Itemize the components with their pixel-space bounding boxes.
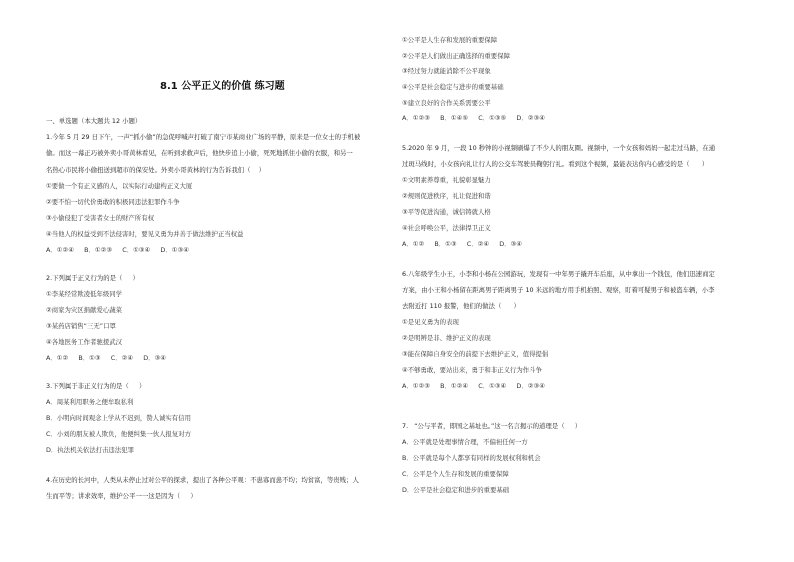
section-header: 一、单选题（本大题共 12 小题） — [46, 117, 142, 125]
right-column — [402, 0, 750, 494]
q7-option-b: B．公平就是每个人都享有同样的发展权利和机会 — [402, 454, 541, 462]
q5-option-2: ②规则促进秩序，礼让促进和谐 — [402, 192, 491, 200]
q4-option-5: ⑤建立良好的合作关系需要公平 — [402, 99, 491, 107]
q2-option-4: ④各地医务工作者驰援武汉 — [46, 338, 123, 346]
q7-stem: 7. “公与平者，即国之基址也。”这一名言揭示的道理是（ ） — [402, 422, 582, 430]
q4-answers: A．①②③ B．①④⑤ C．①③⑤ D．②③④ — [402, 114, 545, 122]
q5-option-3: ③平等促进沟通，诚信铸就人格 — [402, 208, 491, 216]
q4-line-2: 生而平等；讲求效率，维护公平一一这是因为（ ） — [46, 492, 197, 500]
q2-option-2: ②商家为灾区捐献爱心蔬菜 — [46, 306, 123, 314]
q1-option-2: ②要不怕一切代价勇敢的积极同违法犯罪作斗争 — [46, 198, 180, 206]
q4-line-1: 4.在历史的长河中，人类从未停止过对公平的探求，提出了各种公平观：不患寡而患不均；均贫富，等贵贱；人 — [46, 476, 359, 484]
q5-option-4: ④社会呼唤公平，法律捍卫正义 — [402, 224, 491, 232]
q1-line-3: 名热心市民将小偷扭送到超市的保安处。外卖小哥黄林的行为告诉我们（ ） — [46, 166, 266, 174]
q1-option-3: ③小偷侵犯了受害者女士的财产所有权 — [46, 214, 154, 222]
q6-answers: A．①②③ B．①②④ C．①③④ D．②③④ — [402, 382, 545, 390]
q3-stem: 3.下列属于非正义行为的是（ ） — [46, 382, 146, 390]
q2-option-3: ③某药店销售“三无”口罩 — [46, 322, 116, 330]
q4-option-1: ①公平是人生存和发展的重要保障 — [402, 36, 498, 44]
q7-option-c: C．公平是个人生存和发展的重要保障 — [402, 470, 509, 478]
q2-option-1: ①李某经常欺凌低年级同学 — [46, 290, 123, 298]
q3-option-d: D．执法机关依法打击违法犯罪 — [46, 446, 134, 454]
q6-option-4: ④不够勇敢，要站出来，勇于和非正义行为作斗争 — [402, 366, 542, 374]
q4-option-3: ③经过努力就能消除不公平现象 — [402, 67, 491, 75]
page-title: 8.1 公平正义的价值 练习题 — [160, 81, 285, 92]
q1-option-4: ④当他人的权益受到不法侵害时，要见义勇为并善于做法维护正当权益 — [46, 230, 244, 238]
q5-option-1: ①文明素养尊重，礼貌彰显魅力 — [402, 176, 491, 184]
q1-answers: A．①②④ B．①②③ C．①③④ D．①③④ — [46, 246, 189, 254]
q3-option-c: C．小刘的朋友被人欺负，他便纠集一伙人报复对方 — [46, 430, 192, 438]
q5-line-2: 过斑马线时，小女孩向礼让行人的公交车驾驶员鞠躬行礼。看到这个视频，最能表达你内心感受的是（ ） — [402, 160, 709, 168]
q1-line-1: 1.今年 5 月 29 日下午，一声“抓小偷”的急促呼喊声打破了南宁市某商业广场的平静，原来是一位女士的手机被 — [46, 133, 361, 141]
left-column — [46, 0, 388, 500]
q7-option-d: D．公平是社会稳定和进步的重要基础 — [402, 486, 510, 494]
q6-line-3: 去附近打 110 报警，他们的做法（ ） — [402, 302, 520, 310]
q6-line-2: 方案，由小王和小杨留在距离男子距离男子 10 米远的地方用手机拍照、观察，盯着可疑男子和被盗车辆，小李 — [402, 286, 715, 294]
q1-option-1: ①要做一个有正义感的人，以实际行动建构正义大厦 — [46, 182, 193, 190]
q7-option-a: A．公平就是处理事情合理，不偏袒任何一方 — [402, 438, 528, 446]
q6-line-1: 6.八年级学生小王，小李和小杨在公园游玩，发现有一中年男子撬开车后座，从中拿出一个钱包，他们迅速商定 — [402, 270, 715, 278]
q6-option-1: ①是见义勇为的表现 — [402, 318, 459, 326]
q1-line-2: 偷。而这一幕正巧被外卖小哥黄林看见，在听到求救声后，他快步追上小偷，死死地抓住小偷的衣服，和另一 — [46, 149, 353, 157]
q5-answers: A．①② B．①③ C．②④ D．③④ — [402, 240, 523, 248]
q2-stem: 2.下列属于正义行为的是（ ） — [46, 274, 139, 282]
q4-option-2: ②公平是人们做出正确选择的重要保障 — [402, 52, 510, 60]
q6-option-3: ③能在保障自身安全的前提下去维护正义，值得提倡 — [402, 350, 549, 358]
q5-line-1: 5.2020 年 9 月，一段 10 秒钟的小视频刷爆了不少人的朋友圈。视频中，一个女孩和妈妈一起走过马路，在通 — [402, 144, 716, 152]
q4-option-4: ④公平是社会稳定与进步的重要基础 — [402, 83, 504, 91]
q3-option-b: B．小明向时间观念上学从不迟到，赞人诚实有信用 — [46, 414, 191, 422]
q3-option-a: A．周某利用职务之便牟取私利 — [46, 398, 134, 406]
q6-option-2: ②是明辨是非、维护正义的表现 — [402, 334, 491, 342]
q2-answers: A．①② B．①③ C．②④ D．③④ — [46, 354, 167, 362]
